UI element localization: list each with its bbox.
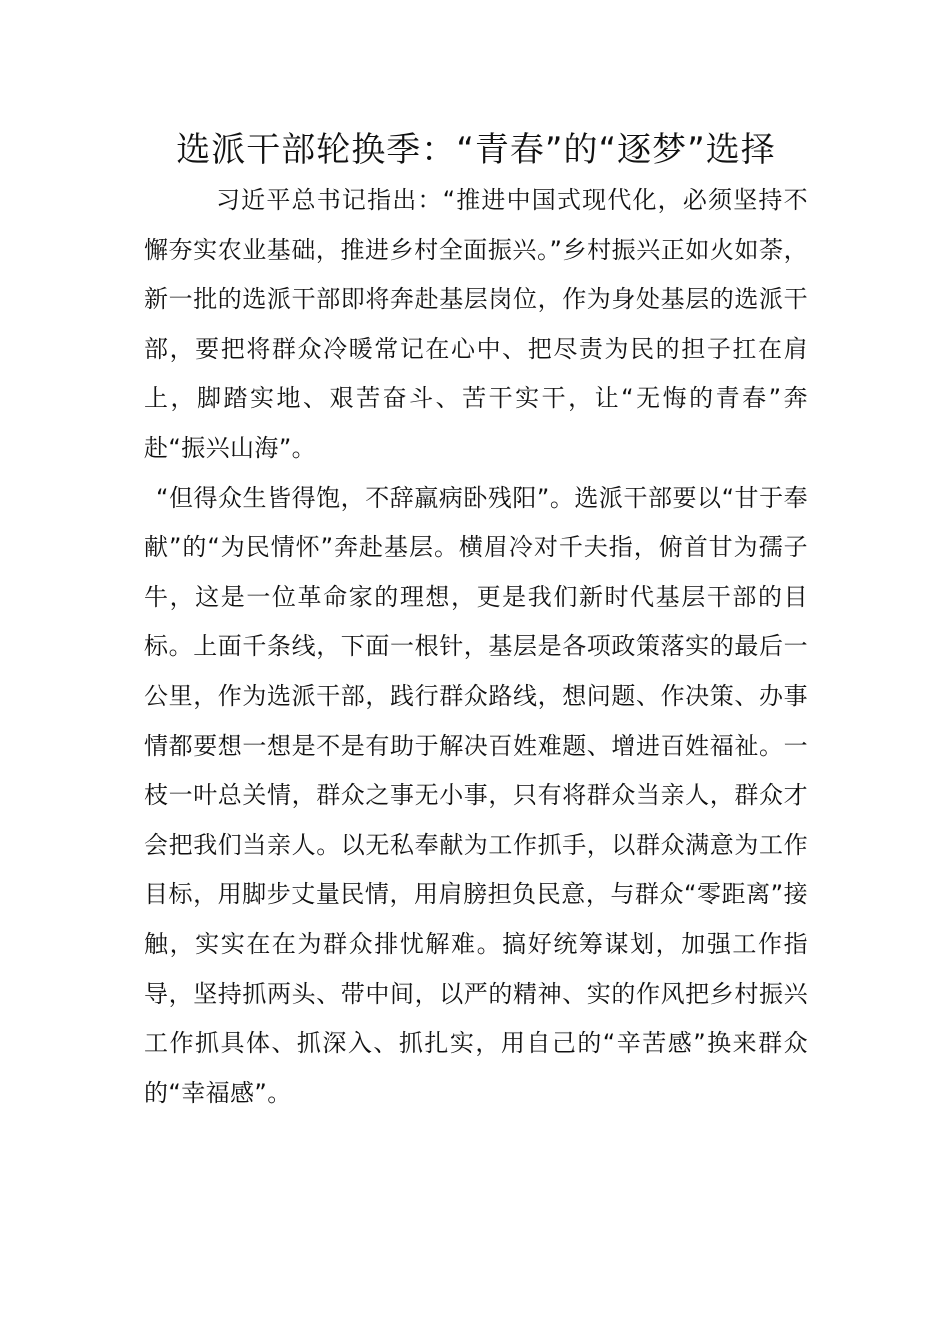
document-title: 选派干部轮换季：“青春”的“逐梦”选择 — [176, 130, 776, 170]
document-page — [144, 128, 808, 1118]
document-body — [144, 176, 808, 1118]
paragraph-2: “但得众生皆得饱，不辞羸病卧残阳”。选派干部要以“甘于奉献”的“为民情怀”奔赴基层。横眉冷对千夫指，俯首甘为孺子牛，这是一位革命家的理想，更是我们新时代基层干部的目标。上面千条线，下面一根针，基层是各项政策落实的最后一公里，作为选派干部，践行群众路线，想问题、作决策、办事情都要想一想是不是有助于解决百姓难题、增进百姓福祉。一枝一叶总关情，群众之事无小事，只有将群众当亲人，群众才会把我们当亲人。以无私奉献为工作抓手，以群众满意为工作目标，用脚步丈量民情，用肩膀担负民意，与群众“零距离”接触，实实在在为群众排忧解难。搞好统筹谋划，加强工作指导，坚持抓两头、带中间，以严的精神、实的作风把乡村振兴工作抓具体、抓深入、抓扎实，用自己的“辛苦感”换来群众的“幸福感”。 — [144, 483, 808, 1107]
paragraph-1: 习近平总书记指出：“推进中国式现代化，必须坚持不懈夯实农业基础，推进乡村全面振兴。”乡村振兴正如火如荼，新一批的选派干部即将奔赴基层岗位，作为身处基层的选派干部，要把将群众冷暖常记在心中、把尽责为民的担子扛在肩上，脚踏实地、艰苦奋斗、苦干实干，让“无悔的青春”奔赴“振兴山海”。 — [144, 186, 808, 462]
